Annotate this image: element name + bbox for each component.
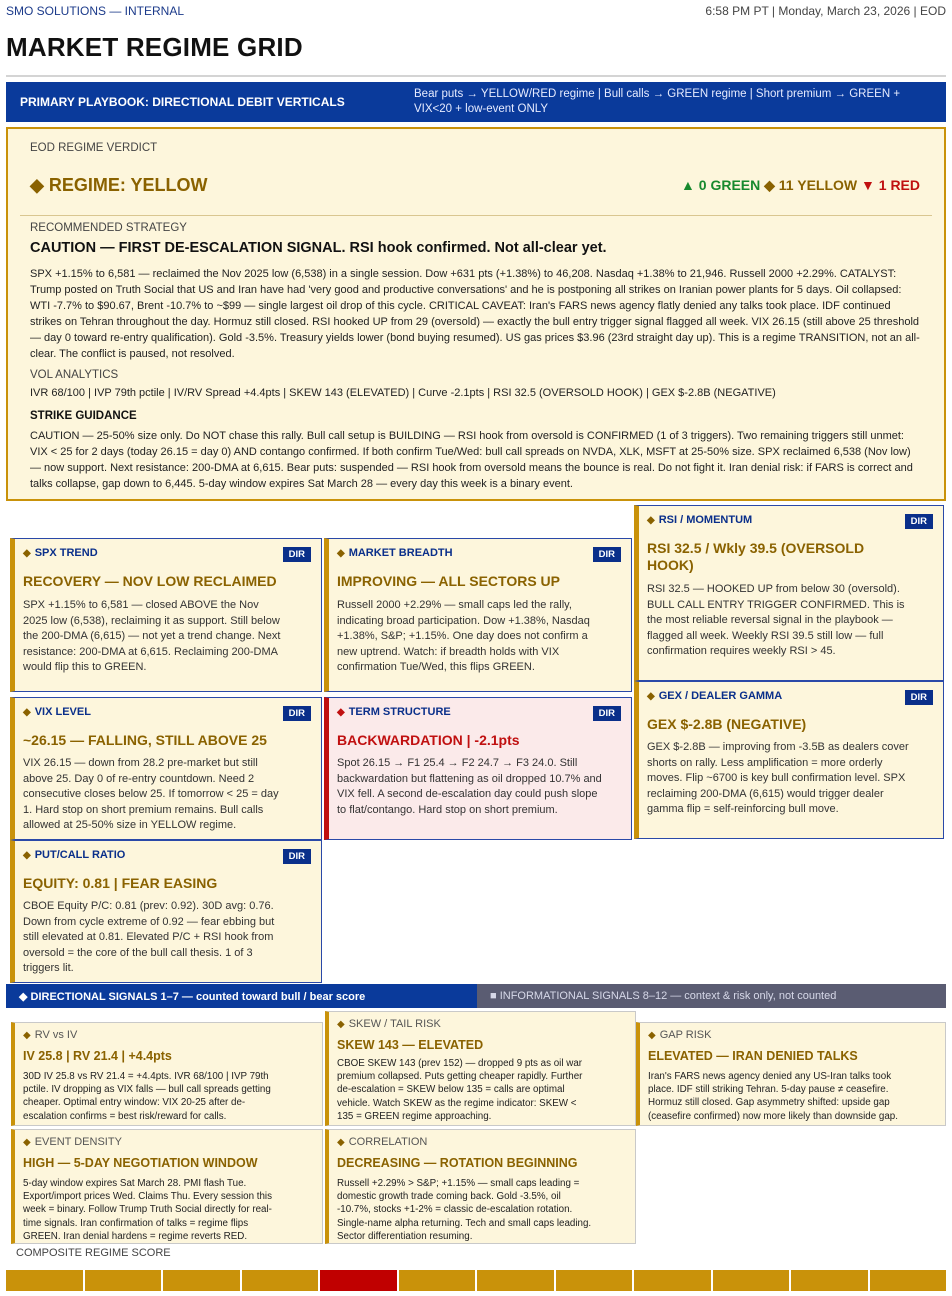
- verdict-label: EOD REGIME VERDICT: [30, 142, 158, 154]
- signal-card-put-call-ratio: [10, 840, 322, 983]
- diamond-icon: ◆: [23, 707, 31, 718]
- card-title: ◆ SPX TREND: [23, 547, 98, 559]
- card-body: CBOE SKEW 143 (prev 152) — dropped 9 pts as oil war premium collapsed. Puts getting cheaper rapidly. Further de-escalation = SKEW below 135 = calls are optimal vehicle. Watch SKEW as the regime indicator: SKEW < 135 = GREEN regime approaching.: [337, 1058, 583, 1122]
- page-title: MARKET REGIME GRID: [6, 32, 303, 62]
- card-body: 30D IV 25.8 vs RV 21.4 = +4.4pts. IVR 68/100 | IVP 79th pctile. IV dropping as VIX falls — bull call spreads getting cheaper. Optimal entry window: VIX 20-25 after de-escalation confirms = best risk/reward for calls.: [23, 1071, 271, 1122]
- card-headline: BACKWARDATION | -2.1pts: [337, 732, 520, 748]
- diamond-icon: ◆: [337, 548, 345, 559]
- card-title: ◆ GEX / DEALER GAMMA: [647, 690, 783, 702]
- card-headline: ~26.15 — FALLING, STILL ABOVE 25: [23, 732, 267, 748]
- card-body: Iran's FARS news agency denied any US-Iran talks took place. IDF still striking Tehran. 5-day pause ≠ ceasefire. Hormuz still closed. Gap asymmetry shifted: upside gap (ceasefire confirmed) now more likely than downside gap.: [648, 1071, 898, 1122]
- regime-status: ◆ REGIME: YELLOW: [30, 175, 208, 195]
- recommended-strategy-label: RECOMMENDED STRATEGY: [30, 222, 187, 234]
- composite-segment-yellow: [163, 1270, 240, 1291]
- composite-segment-yellow: [634, 1270, 711, 1291]
- card-headline: EQUITY: 0.81 | FEAR EASING: [23, 875, 218, 891]
- recommended-strategy-body: SPX +1.15% to 6,581 — reclaimed the Nov 2025 low (6,538) in a single session. Dow +631 pts (+1.38%) to 46,208. Nasdaq +1.38% to 21,946. Russell 2000 +2.29%. CATALYST: Trump posted on Truth Social that US and Iran have had 'very good and productive conversations' and he is postponing all strikes on Iranian power plants for 5 days. Oil collapsed: WTI -7.7% to $90.67, Brent -10.7% to ~$99 — single largest oil drop of this cycle. CRITICAL CAVEAT: Iran's FARS news agency flatly denied any talks took place. IDF continued strikes on Tehran throughout the day. Hormuz still closed. RSI hooked UP from 29 (oversold) — exactly the bull entry trigger signal flagged all week. VIX 26.15 (still above 25 threshold — day 0 toward re-entry qualification). Gold -3.5%. Treasury yields lower (bond buying resumed). US gas prices $3.96 (23rd straight day up). This is a regime TRANSITION, not an all-clear. The conflict is paused, not resolved.: [30, 268, 920, 361]
- card-headline: GEX $-2.8B (NEGATIVE): [647, 716, 807, 732]
- diamond-icon: ◆: [648, 1030, 656, 1041]
- card-headline: DECREASING — ROTATION BEGINNING: [337, 1156, 578, 1170]
- diamond-icon: ◆: [23, 1137, 31, 1148]
- card-title: ◆ TERM STRUCTURE: [337, 706, 451, 718]
- info-card-correlation: [325, 1129, 636, 1244]
- directional-signals-bar: ◆ DIRECTIONAL SIGNALS 1–7 — counted toward bull / bear score: [6, 984, 477, 1008]
- strike-guidance-label: STRIKE GUIDANCE: [30, 410, 137, 422]
- recommended-strategy-title: CAUTION — FIRST DE-ESCALATION SIGNAL. RSI hook confirmed. Not all-clear yet.: [30, 240, 607, 256]
- dir-badge: DIR: [593, 547, 621, 562]
- card-body: GEX $-2.8B — improving from -3.5B as dealers cover shorts on rally. Less amplification = more orderly moves. Flip ~6700 is key bull confirmation level. SPX reclaiming 200-DMA (6,615) would trigger dealer gamma flip = self-reinforcing bull move.: [647, 741, 909, 816]
- card-body: CBOE Equity P/C: 0.81 (prev: 0.92). 30D avg: 0.76. Down from cycle extreme of 0.92 — fear ebbing but still elevated at 0.81. Elevated P/C + RSI hook from oversold = the core of the bull call thesis. 1 of 3 triggers lit.: [23, 900, 275, 975]
- dir-badge: DIR: [593, 706, 621, 721]
- composite-score-bar: [6, 1270, 946, 1291]
- card-title: ◆ PUT/CALL RATIO: [23, 849, 126, 861]
- timestamp: 6:58 PM PT | Monday, March 23, 2026 | EOD: [705, 4, 946, 18]
- signal-card-vix-level: [10, 697, 322, 840]
- card-headline: HIGH — 5-DAY NEGOTIATION WINDOW: [23, 1156, 258, 1170]
- dir-badge: DIR: [283, 547, 311, 562]
- signal-card-term-structure: [324, 697, 632, 840]
- red-count: ▼ 1 RED: [861, 177, 920, 193]
- info-card-rv-vs-iv: [11, 1022, 323, 1126]
- card-title: ◆ VIX LEVEL: [23, 706, 91, 718]
- org-label: SMO SOLUTIONS — INTERNAL: [6, 4, 185, 18]
- composite-segment-red: [320, 1270, 397, 1291]
- signal-card-market-breadth: [324, 538, 632, 692]
- vol-analytics-body: IVR 68/100 | IVP 79th pctile | IV/RV Spread +4.4pts | SKEW 143 (ELEVATED) | Curve -2.1pts | RSI 32.5 (OVERSOLD HOOK) | GEX $-2.8B (NEGATIVE): [30, 387, 776, 399]
- dir-badge: DIR: [905, 514, 933, 529]
- top-bar: [6, 4, 946, 20]
- info-card-gap-risk: [636, 1022, 946, 1126]
- strike-guidance-body: CAUTION — 25-50% size only. Do NOT chase this rally. Bull call setup is BUILDING — RSI hook from oversold is CONFIRMED (1 of 3 triggers). Two remaining triggers still unmet: VIX < 25 for 2 days (today 26.15 = day 0) AND contango confirmed. If both confirm Tue/Wed: bull call spreads on NVDA, XLK, MSFT at 25-50% size. SPX reclaimed 6,538 (Nov low) — now support. Next resistance: 200-DMA at 6,615. Bear puts: suspended — RSI hook from oversold means the bounce is real. Do not fight it. Iran denial risk: if FARS is correct and talks collapse, gap down to 6,445. 5-day window expires Sat March 28 — every day this week is a binary event.: [30, 430, 913, 491]
- composite-score-label: COMPOSITE REGIME SCORE: [16, 1247, 171, 1259]
- green-count: ▲ 0 GREEN: [681, 177, 761, 193]
- diamond-icon: ◆: [23, 850, 31, 861]
- diamond-icon: ◆: [647, 515, 655, 526]
- card-headline: RSI 32.5 / Wkly 39.5 (OVERSOLD HOOK): [647, 540, 865, 573]
- card-headline: IV 25.8 | RV 21.4 | +4.4pts: [23, 1049, 172, 1063]
- composite-segment-yellow: [870, 1270, 947, 1291]
- dir-badge: DIR: [283, 706, 311, 721]
- card-headline: ELEVATED — IRAN DENIED TALKS: [648, 1049, 858, 1063]
- dir-badge: DIR: [905, 690, 933, 705]
- yellow-count: ◆ 11 YELLOW: [764, 177, 858, 193]
- card-title: ◆ EVENT DENSITY: [23, 1136, 122, 1148]
- composite-segment-yellow: [85, 1270, 162, 1291]
- composite-segment-yellow: [791, 1270, 868, 1291]
- card-body: Russell +2.29% > S&P; +1.15% — small caps leading = domestic growth trade coming back. Gold -3.5%, oil -10.7%, stocks +1-2% = classic de-escalation rotation. Single-name alpha returning. Tech and small caps leading. Sector differentiation resuming.: [337, 1178, 592, 1242]
- informational-signals-bar: ■ INFORMATIONAL SIGNALS 8–12 — context & risk only, not counted: [477, 984, 946, 1008]
- card-title: ◆ MARKET BREADTH: [337, 547, 453, 559]
- title-divider: [6, 75, 946, 77]
- verdict-divider: [20, 215, 932, 216]
- diamond-icon: ◆: [23, 1030, 31, 1041]
- card-headline: RECOVERY — NOV LOW RECLAIMED: [23, 573, 277, 589]
- card-body: VIX 26.15 — down from 28.2 pre-market but still above 25. Day 0 of re-entry countdown. Need 2 consecutive closes below 25. If tomorrow < 25 = day 1. Hard stop on short premium remains. Bull calls allowed at 25-50% size in YELLOW regime.: [23, 757, 279, 832]
- diamond-icon: ◆: [647, 691, 655, 702]
- info-card-skew-tail-risk: [325, 1011, 636, 1126]
- composite-segment-yellow: [6, 1270, 83, 1291]
- card-body: RSI 32.5 — HOOKED UP from below 30 (oversold). BULL CALL ENTRY TRIGGER CONFIRMED. This is the most reliable reversal signal in the playbook — flagged all week. Weekly RSI 39.5 still low — full confirmation requires weekly RSI > 45.: [647, 583, 905, 658]
- diamond-icon: ◆: [337, 1137, 345, 1148]
- composite-segment-yellow: [477, 1270, 554, 1291]
- composite-segment-yellow: [556, 1270, 633, 1291]
- diamond-icon: ◆: [337, 707, 345, 718]
- composite-segment-yellow: [399, 1270, 476, 1291]
- card-body: Russell 2000 +2.29% — small caps led the rally, indicating broad participation. Dow +1.38%, Nasdaq +1.38%, S&P; +1.15%. One day does not confirm a new uptrend. Watch: if breadth holds with VIX confirmation Tue/Wed, this flips GREEN.: [337, 599, 590, 674]
- signal-card-gex-dealer-gamma: [634, 681, 944, 839]
- card-body: SPX +1.15% to 6,581 — closed ABOVE the Nov 2025 low (6,538), reclaiming it as support. Still below the 200-DMA (6,615) — not yet a trend change. Next resistance: 200-DMA at 6,615. Reclaiming 200-DMA would flip this to GREEN.: [23, 599, 281, 674]
- signal-card-spx-trend: [10, 538, 322, 692]
- card-title: ◆ CORRELATION: [337, 1136, 428, 1148]
- card-body: 5-day window expires Sat March 28. PMI flash Tue. Export/import prices Wed. Claims Thu. Every session this week = binary. Follow Trump Truth Social directly for real-time signals. Iran confirmation of talks = regime flips GREEN. Iran denial hardens = regime reverts RED.: [23, 1178, 272, 1242]
- card-title: ◆ RV vs IV: [23, 1029, 78, 1041]
- card-headline: SKEW 143 — ELEVATED: [337, 1038, 484, 1052]
- card-headline: IMPROVING — ALL SECTORS UP: [337, 573, 560, 589]
- playbook-description: Bear puts → YELLOW/RED regime | Bull calls → GREEN regime | Short premium → GREEN + VIX<20 + low-event ONLY: [414, 88, 901, 115]
- card-title: ◆ RSI / MOMENTUM: [647, 514, 753, 526]
- card-title: ◆ GAP RISK: [648, 1029, 712, 1041]
- regime-verdict-panel: [6, 127, 946, 501]
- diamond-icon: ◆: [23, 548, 31, 559]
- signal-card-rsi-momentum: [634, 505, 944, 681]
- info-card-event-density: [11, 1129, 323, 1244]
- card-body: Spot 26.15 → F1 25.4 → F2 24.7 → F3 24.0. Still backwardation but flattening as oil dropped 10.7% and VIX fell. A second de-escalation day could push slope to flat/contango. Hard stop on short premium.: [337, 757, 602, 816]
- vol-analytics-label: VOL ANALYTICS: [30, 369, 119, 381]
- composite-segment-yellow: [242, 1270, 319, 1291]
- diamond-icon: ◆: [337, 1019, 345, 1030]
- dir-badge: DIR: [283, 849, 311, 864]
- signal-counts: [681, 177, 920, 194]
- playbook-title: PRIMARY PLAYBOOK: DIRECTIONAL DEBIT VERTICALS: [20, 95, 345, 109]
- card-title: ◆ SKEW / TAIL RISK: [337, 1018, 441, 1030]
- playbook-banner: [6, 82, 946, 122]
- composite-segment-yellow: [713, 1270, 790, 1291]
